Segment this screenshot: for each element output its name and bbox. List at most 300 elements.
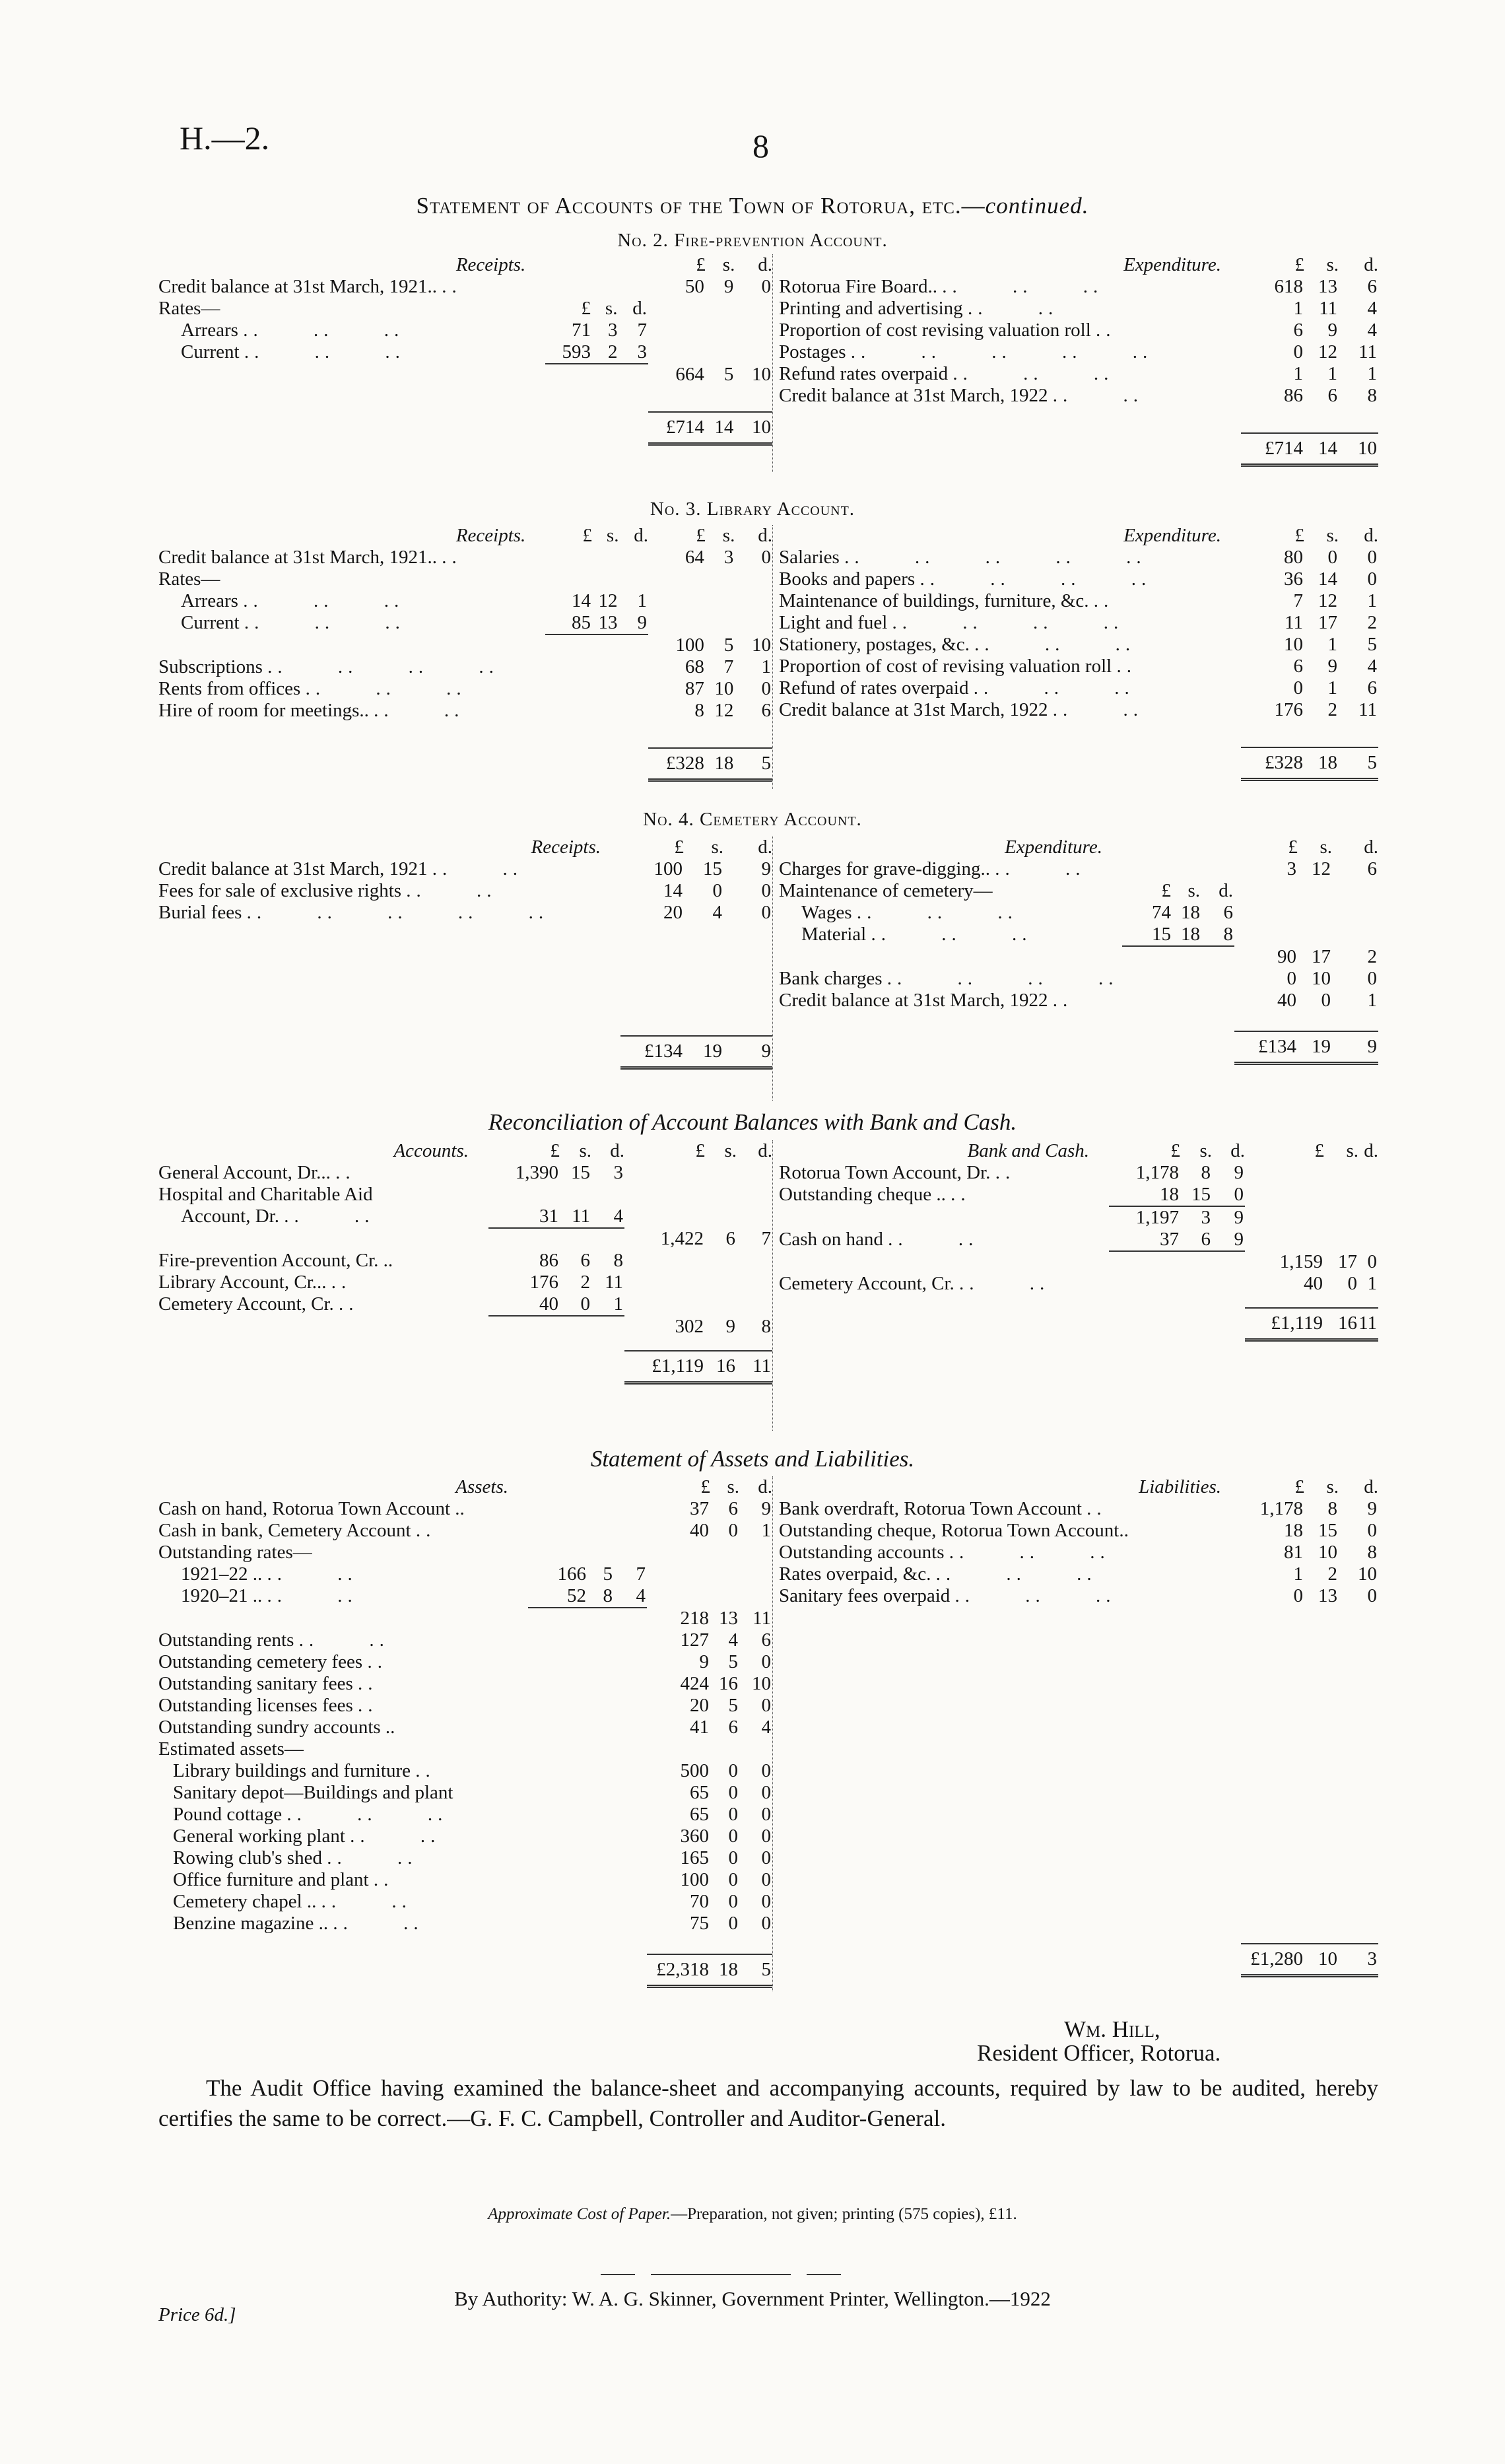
amount <box>647 1542 710 1563</box>
line-item-label <box>158 1869 528 1891</box>
line-item-text: General working plant <box>173 1826 345 1847</box>
line-item-label <box>779 590 1241 612</box>
spacer-row <box>158 386 772 412</box>
line-item <box>158 700 772 722</box>
unit-heading <box>614 1476 647 1498</box>
sub-amount <box>1180 1251 1212 1273</box>
total-blank-cell <box>545 748 592 780</box>
amount <box>1234 880 1298 902</box>
sub-amount <box>1122 968 1172 990</box>
amount: 9 <box>699 1651 709 1672</box>
total-label-cell <box>158 748 545 780</box>
amount: 9 <box>1367 1498 1377 1519</box>
sub-amount <box>591 1184 624 1206</box>
amount: 13 <box>1318 276 1337 297</box>
line-item-label <box>158 1206 488 1228</box>
amount <box>710 1542 739 1563</box>
sub-amount <box>614 1542 647 1563</box>
column-heading: Liabilities. <box>1139 1476 1221 1497</box>
amount: 0 <box>1367 968 1377 989</box>
total-amount: £134 <box>1234 1031 1298 1064</box>
amount: 6 <box>1367 677 1377 699</box>
sub-amount <box>560 1184 591 1206</box>
line-item-label <box>158 1542 528 1563</box>
sub-amount <box>619 547 648 568</box>
sub-amount <box>592 568 619 590</box>
amount: 0 <box>1321 990 1331 1011</box>
left-column <box>158 525 772 782</box>
amount: 0 <box>1367 547 1377 568</box>
unit-heading: s. <box>711 837 723 858</box>
sub-amount <box>592 656 619 678</box>
line-item-label <box>779 1251 1109 1273</box>
amount: 11 <box>1358 341 1377 362</box>
line-item-label <box>779 320 1241 341</box>
line-item-label <box>158 1651 528 1673</box>
amount: 0 <box>1327 547 1337 568</box>
line-item-label <box>779 568 1241 590</box>
line-item-label <box>779 1520 1241 1542</box>
sub-amount: 0 <box>580 1293 590 1315</box>
total-amount: 11 <box>1358 1308 1378 1340</box>
line-item-label <box>779 1273 1109 1295</box>
amount: 360 <box>680 1826 709 1847</box>
amount: 7 <box>761 1228 771 1249</box>
sub-amount <box>545 656 592 678</box>
unit-heading: d. <box>758 525 772 546</box>
line-item-label <box>779 341 1241 363</box>
account-table <box>158 525 772 782</box>
line-item-label <box>779 699 1241 721</box>
amount: 0 <box>1287 968 1296 989</box>
amount: 17 <box>1338 1251 1357 1272</box>
amount <box>1324 1184 1358 1206</box>
amount: 36 <box>1284 568 1303 590</box>
line-item-label <box>158 1891 528 1913</box>
sub-amount: 15 <box>1191 1184 1211 1205</box>
amount: 2 <box>1327 699 1337 720</box>
sub-amount <box>614 1629 647 1651</box>
sub-amount <box>1212 1251 1245 1273</box>
amount <box>648 298 706 320</box>
line-item <box>158 656 772 678</box>
line-item-label <box>779 677 1241 699</box>
amount: 9 <box>723 276 734 297</box>
line-item-text: Material <box>801 924 867 945</box>
signature-name: Wm. Hill, <box>1064 2016 1160 2042</box>
line-item <box>158 1316 772 1338</box>
amount <box>737 1293 772 1316</box>
column-heading: Accounts. <box>393 1140 469 1161</box>
line-item-text: Credit balance at 31st March, 1922 <box>779 990 1048 1011</box>
total-blank-cell <box>545 412 592 444</box>
amount: 0 <box>761 1847 771 1868</box>
amount <box>737 1184 772 1206</box>
line-item-label <box>779 924 1122 946</box>
line-item <box>779 547 1378 568</box>
amount <box>739 1738 772 1760</box>
unit-heading: £ <box>696 254 706 275</box>
total-label-cell <box>158 1036 620 1068</box>
header-row <box>158 525 772 547</box>
amount: 5 <box>728 1695 738 1716</box>
amount: 0 <box>728 1869 738 1890</box>
total-amount: 5 <box>739 1954 772 1987</box>
amount <box>1332 902 1378 924</box>
line-item-text: Benzine magazine .. <box>173 1913 329 1934</box>
leader-dots: .. .. .. <box>942 276 1104 297</box>
spacer-row <box>158 1934 772 1954</box>
line-item-text: Rates— <box>158 298 220 319</box>
total-amount: £714 <box>648 412 706 444</box>
leader-dots: .. .. <box>321 1891 412 1912</box>
account-table <box>779 1140 1378 1342</box>
amount: 90 <box>1277 946 1296 967</box>
sub-amount: 11 <box>572 1206 590 1227</box>
column-divider <box>772 1476 773 1991</box>
leader-dots: .. .. <box>888 1229 979 1250</box>
unit-heading: d. <box>758 1140 772 1161</box>
total-label-cell <box>158 412 545 444</box>
amount: 13 <box>719 1608 738 1629</box>
line-item-text: Cash on hand, Rotorua Town Account .. <box>158 1498 465 1519</box>
amount <box>1234 924 1298 946</box>
leader-dots: .. .. .. <box>954 1585 1116 1606</box>
sub-amount <box>528 1542 587 1563</box>
line-item <box>779 276 1378 298</box>
amount: 87 <box>685 678 704 699</box>
line-item <box>779 880 1378 902</box>
leader-dots: .. .. <box>967 298 1059 319</box>
sub-amount: d. <box>632 298 647 319</box>
amount: 14 <box>663 880 683 901</box>
total-amount: 9 <box>1332 1031 1378 1064</box>
amount: 4 <box>761 1717 771 1738</box>
line-item-text: Printing and advertising <box>779 298 963 319</box>
amount: 4 <box>1367 298 1377 319</box>
line-item-text: Estimated assets— <box>158 1738 304 1760</box>
sub-amount: 37 <box>1160 1229 1179 1250</box>
line-item-label <box>158 1695 528 1717</box>
leader-dots: .. <box>415 1520 436 1541</box>
line-item-text: Outstanding cheque, Rotorua Town Account.. <box>779 1520 1129 1541</box>
leader-dots: .. .. .. .. <box>267 656 499 677</box>
sub-amount <box>488 1228 560 1250</box>
amount <box>735 612 772 634</box>
line-item-text: Outstanding rents <box>158 1629 294 1651</box>
amount <box>705 1162 737 1184</box>
line-item <box>158 1651 772 1673</box>
line-item-label <box>158 1782 528 1804</box>
sub-amount <box>587 1738 614 1760</box>
total-label-cell <box>779 1944 1241 1976</box>
total-amount: 16 <box>1324 1308 1358 1340</box>
total-amount: £1,280 <box>1241 1944 1304 1976</box>
sub-amount <box>545 276 592 298</box>
printer-authority: By Authority: W. A. G. Skinner, Government Printer, Wellington.—1922 <box>454 2287 1051 2310</box>
amount <box>706 568 735 590</box>
sub-amount <box>619 700 648 722</box>
unit-heading: s. <box>724 1140 737 1161</box>
amount: 10 <box>1284 634 1303 655</box>
amount <box>705 1250 737 1272</box>
amount: 0 <box>761 902 771 923</box>
unit-heading: s. <box>1326 525 1339 546</box>
total-amount: 18 <box>706 748 735 780</box>
unit-heading: d. <box>758 254 772 275</box>
line-item-text: 1920–21 .. <box>181 1585 263 1606</box>
line-item-label <box>779 968 1122 990</box>
leader-dots: .. .. .. .. .. <box>850 341 1153 362</box>
amount: 40 <box>690 1520 709 1541</box>
unit-heading: £ <box>582 525 593 546</box>
amount <box>647 1563 710 1585</box>
leader-dots: .. <box>339 1293 359 1315</box>
line-item-text: Charges for grave-digging.. <box>779 858 990 879</box>
amount <box>737 1206 772 1228</box>
sub-amount <box>587 1826 614 1847</box>
fire-account-title: No. 2. Fire-prevention Account. <box>617 230 888 251</box>
line-item <box>158 1272 772 1293</box>
sub-amount: 31 <box>539 1206 558 1227</box>
unit-heading: d. <box>1364 254 1378 275</box>
account-table <box>158 1476 772 1988</box>
line-item <box>158 1869 772 1891</box>
line-item-label <box>158 902 620 924</box>
amount: 6 <box>728 1717 738 1738</box>
total-row <box>779 747 1378 780</box>
amount: 1 <box>1367 363 1377 384</box>
unit-heading: s. <box>1199 1140 1212 1161</box>
amount: 3 <box>723 547 734 568</box>
amount: 5 <box>723 634 734 656</box>
total-amount: £2,318 <box>647 1954 710 1987</box>
line-item-text: Credit balance at 31st March, 1922 <box>779 385 1048 406</box>
line-item-text: Proportion of cost of revising valuation roll <box>779 656 1112 677</box>
amount: 100 <box>653 858 683 879</box>
amount: 5 <box>728 1651 738 1672</box>
unit-heading: d. <box>1364 1476 1378 1497</box>
unit-heading: s. <box>1320 837 1332 858</box>
line-item-text: Cash in bank, Cemetery Account <box>158 1520 411 1541</box>
leader-dots: .. .. .. <box>286 1804 448 1825</box>
amount <box>735 298 772 320</box>
amount: 12 <box>1318 341 1337 362</box>
leader-dots: .. <box>358 1673 378 1694</box>
amount: 70 <box>690 1891 709 1912</box>
total-blank-cell <box>1109 1308 1180 1340</box>
unit-heading <box>587 1476 614 1498</box>
amount: 18 <box>1284 1520 1303 1541</box>
line-item-text: Office furniture and plant <box>173 1869 369 1890</box>
total-row <box>158 1351 772 1383</box>
leader-dots: .. <box>995 1162 1016 1183</box>
total-blank-cell <box>1201 1031 1234 1064</box>
sub-amount <box>1180 1273 1212 1295</box>
amount <box>735 590 772 612</box>
amount: 176 <box>1274 699 1303 720</box>
amount: 664 <box>675 364 704 385</box>
unit-heading: £ <box>674 837 684 858</box>
line-item-text: Arrears <box>181 590 238 611</box>
sub-amount: 1,178 <box>1135 1162 1179 1183</box>
sub-amount <box>528 1869 587 1891</box>
sub-amount <box>1212 1273 1245 1295</box>
line-item-text: Rotorua Fire Board.. <box>779 276 938 297</box>
total-label-cell <box>158 1351 488 1383</box>
total-blank-cell <box>592 412 619 444</box>
amount: 0 <box>761 276 771 297</box>
sub-amount <box>528 1847 587 1869</box>
unit-heading <box>1172 837 1201 858</box>
leader-dots: .. <box>442 547 462 568</box>
line-item <box>158 1498 772 1520</box>
column-divider <box>772 254 773 472</box>
line-item-text: Fire-prevention Account, Cr. .. <box>158 1250 393 1271</box>
leader-dots: .. .. <box>327 1847 418 1868</box>
sub-amount: d. <box>1219 880 1233 901</box>
line-item-label <box>158 634 545 656</box>
amount: 15 <box>703 858 722 879</box>
line-item <box>779 1184 1378 1206</box>
amount: 0 <box>1293 1585 1303 1606</box>
leader-dots: .. .. .. <box>973 677 1135 699</box>
amount: 6 <box>1367 276 1377 297</box>
sub-amount: s. <box>1187 880 1200 901</box>
line-item <box>158 678 772 700</box>
line-item <box>158 1542 772 1563</box>
line-item <box>158 1738 772 1760</box>
sub-amount: 14 <box>572 590 591 611</box>
amount: 40 <box>1304 1273 1323 1294</box>
header-row <box>158 837 772 858</box>
sub-amount: 5 <box>603 1563 613 1585</box>
spacer-row <box>158 722 772 748</box>
sub-amount <box>592 364 619 386</box>
line-item <box>158 341 772 364</box>
sub-amount: 8 <box>1223 924 1233 945</box>
line-item <box>158 276 772 298</box>
leader-dots: .. <box>415 1760 436 1781</box>
unit-heading: s. <box>722 525 735 546</box>
line-item-label <box>158 880 620 902</box>
line-item-text: Rates— <box>158 568 220 590</box>
leader-dots: .. .. .. <box>244 612 405 633</box>
amount <box>706 590 735 612</box>
line-item-label <box>779 858 1122 880</box>
leader-dots: .. .. <box>1052 699 1143 720</box>
line-item <box>779 1273 1378 1295</box>
sub-amount <box>528 1826 587 1847</box>
line-item <box>779 924 1378 946</box>
sub-amount: 12 <box>598 590 618 611</box>
amount: 10 <box>1358 1563 1377 1585</box>
leader-dots: .. <box>331 1272 352 1293</box>
amount: 0 <box>761 1804 771 1825</box>
line-item-label <box>779 1206 1109 1229</box>
column-heading: Receipts. <box>531 837 601 858</box>
column-heading: Bank and Cash. <box>967 1140 1089 1161</box>
sub-amount <box>614 1847 647 1869</box>
amount <box>1332 880 1378 902</box>
amount: 4 <box>712 902 722 923</box>
sub-amount: 6 <box>580 1250 590 1271</box>
sub-amount <box>587 1717 614 1738</box>
cemetery-account-section <box>158 837 1378 1101</box>
sub-amount <box>614 1608 647 1629</box>
amount <box>705 1293 737 1316</box>
total-blank-cell <box>528 1954 587 1987</box>
right-column <box>779 1476 1378 1977</box>
left-column <box>158 1140 772 1385</box>
line-item <box>158 902 772 924</box>
sub-amount <box>528 1651 587 1673</box>
leader-dots: .. .. <box>298 1629 389 1651</box>
amount: 8 <box>761 1316 771 1337</box>
amount: 2 <box>1327 1563 1337 1585</box>
amount: 9 <box>1327 656 1337 677</box>
amount: 11 <box>1285 612 1303 633</box>
header-row <box>158 1140 772 1162</box>
line-item-text: Outstanding cheque .. <box>779 1184 946 1205</box>
line-item <box>779 1563 1378 1585</box>
line-item-label <box>158 547 545 568</box>
line-item <box>158 1695 772 1717</box>
amount <box>1298 902 1332 924</box>
sub-amount <box>528 1498 587 1520</box>
line-item-label <box>779 363 1241 385</box>
sub-amount <box>545 678 592 700</box>
sub-amount: 13 <box>598 612 618 633</box>
line-item <box>158 320 772 341</box>
sub-amount: 6 <box>1201 1229 1211 1250</box>
line-item-label <box>158 1760 528 1782</box>
footer-rule-center <box>651 2274 791 2275</box>
sub-amount: s. <box>605 298 618 319</box>
amount <box>710 1585 739 1607</box>
amount: 0 <box>712 880 722 901</box>
amount <box>624 1206 705 1228</box>
total-amount: 16 <box>705 1351 737 1383</box>
line-item <box>779 699 1378 721</box>
amount <box>1245 1184 1324 1206</box>
amount: 6 <box>725 1228 735 1249</box>
leader-dots: .. .. .. <box>871 924 1032 945</box>
amount: 50 <box>685 276 704 297</box>
total-blank-cell <box>619 748 648 780</box>
line-item-label <box>158 1250 488 1272</box>
sub-amount <box>587 1913 614 1934</box>
amount <box>1358 1229 1378 1251</box>
amount: 2 <box>1367 946 1377 967</box>
sub-amount <box>587 1891 614 1913</box>
sub-amount <box>619 568 648 590</box>
column-divider <box>772 1140 773 1431</box>
reconciliation-title: Reconciliation of Account Balances with Bank and Cash. <box>488 1109 1017 1135</box>
sub-amount <box>592 678 619 700</box>
line-item <box>779 1162 1378 1184</box>
amount <box>710 1738 739 1760</box>
leader-dots: .. .. .. <box>243 320 405 341</box>
leader-dots: .. <box>1093 590 1114 611</box>
sub-amount <box>528 1520 587 1542</box>
amount: 15 <box>1318 1520 1337 1541</box>
spacer-row <box>158 1338 772 1351</box>
leader-dots: .. <box>1116 656 1137 677</box>
sub-amount <box>1172 968 1201 990</box>
line-item-label <box>158 590 545 612</box>
account-table <box>158 1140 772 1385</box>
